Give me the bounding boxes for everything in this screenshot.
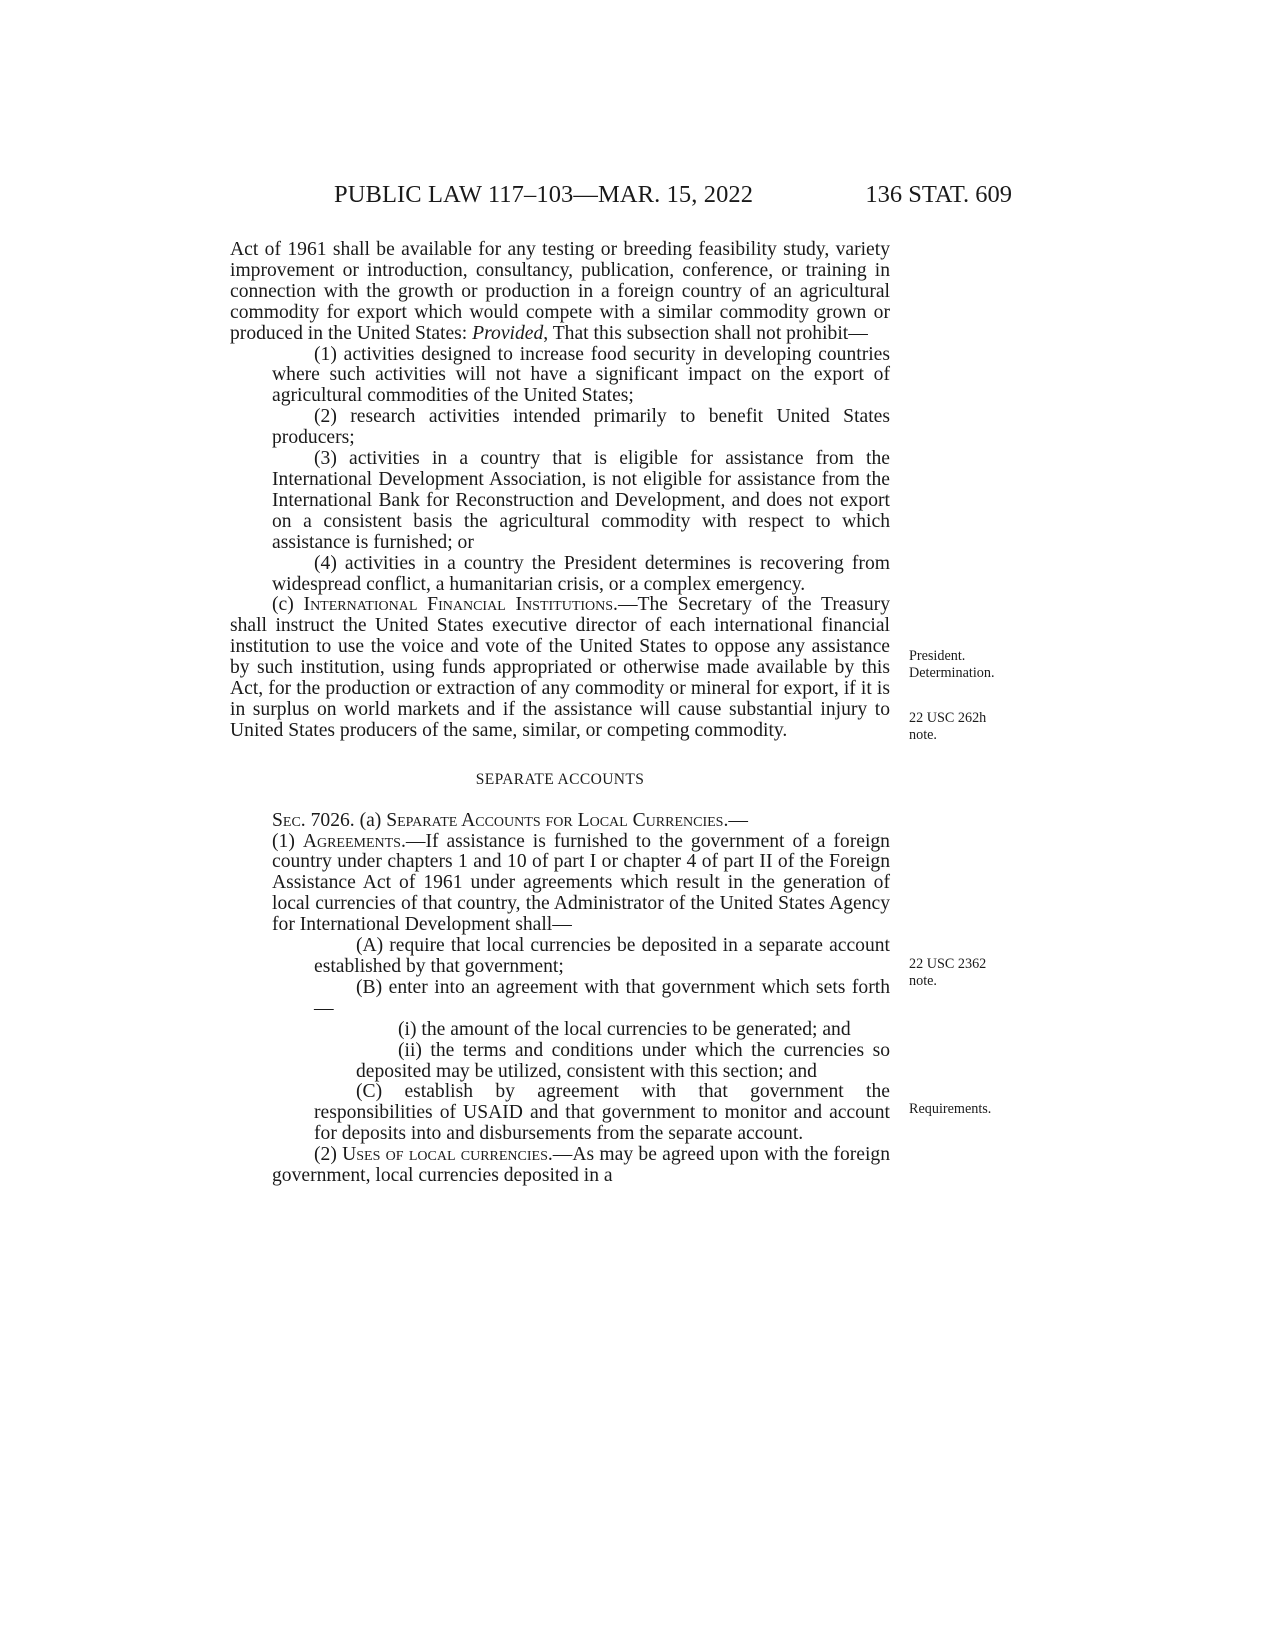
running-header-title: PUBLIC LAW 117–103—MAR. 15, 2022 bbox=[334, 181, 754, 208]
margin-note-line: Requirements. bbox=[909, 1101, 992, 1117]
body-text bbox=[230, 240, 890, 1187]
sec-number: . 7026. (a) bbox=[300, 809, 387, 831]
a1-label: (1) bbox=[272, 830, 303, 852]
paragraph-c bbox=[230, 595, 890, 741]
margin-note-line: note. bbox=[909, 726, 937, 743]
margin-note-president bbox=[909, 648, 1039, 681]
paragraph-b2: (2) research activities intended primarily to benefit United States producers; bbox=[272, 406, 890, 449]
page-stat-number: 136 STAT. 609 bbox=[865, 181, 1012, 208]
section-heading: SEPARATE ACCOUNTS bbox=[475, 770, 645, 788]
margin-note-line: note. bbox=[909, 972, 937, 989]
margin-note-line: 22 USC 2362 bbox=[909, 956, 987, 972]
margin-note-line: Determination. bbox=[909, 664, 995, 681]
intro-paragraph bbox=[230, 240, 890, 345]
intro-text: Act of 1961 shall be available for any testing or breeding feasibility study, variety improvement or introduction, consultancy, publication, conference, or training in connection with the growth or production in a foreign country of an agricultural commodity for export which would compete with a similar commodity grown or produced in the United States: bbox=[230, 239, 890, 344]
c-text: .—The Secretary of the Treasury shall instruct the United States executive director of each international financial institution to use the voice and vote of the United States to oppose any assistance by such institution, using funds appropriated or otherwise made available by this Act, for the production or extraction of any commodity or mineral for export, if it is in surplus on world markets and if the assistance will cause substantial injury to United States producers of the same, similar, or competing commodity. bbox=[230, 594, 890, 741]
paragraph-b1: (1) activities designed to increase food security in developing countries where such activities will not have a significant impact on the export of agricultural commodities of the United States; bbox=[272, 343, 890, 407]
paragraph-b3: (3) activities in a country that is eligible for assistance from the International Development Association, is not eligible for assistance from the International Bank for Reconstruction and Development, and does not export on a consistent basis the agricultural commodity with respect to which assistance is furnished; or bbox=[272, 448, 890, 553]
a2-label: (2) bbox=[314, 1144, 343, 1166]
sec-title-end: .— bbox=[723, 809, 748, 831]
paragraph-B: (B) enter into an agreement with that government which sets forth— bbox=[314, 976, 890, 1019]
paragraph-Bi: (i) the amount of the local currencies to be generated; and bbox=[398, 1018, 851, 1040]
paragraph-C: (C) establish by agreement with that government the responsibilities of USAID and that government to monitor and account for deposits into and disbursements from the separate account. bbox=[314, 1081, 890, 1145]
margin-note-line: 22 USC 262h bbox=[909, 710, 987, 726]
margin-note-usc-2362 bbox=[909, 956, 1039, 989]
margin-note-usc-262h bbox=[909, 710, 1039, 743]
sec-abbrev: Sec bbox=[272, 809, 301, 831]
margin-note-line: President. bbox=[909, 648, 966, 664]
a2-heading: Uses of local currencies bbox=[342, 1144, 548, 1166]
paragraph-a1 bbox=[230, 832, 890, 937]
paragraph-A: (A) require that local currencies be deposited in a separate account established by that government; bbox=[314, 935, 890, 977]
sec-subheading: Separate Accounts for Local Currencies bbox=[386, 809, 724, 831]
paragraph-a2 bbox=[230, 1145, 890, 1187]
margin-note-requirements bbox=[909, 1101, 1039, 1118]
paragraph-Bii: (ii) the terms and conditions under which the currencies so deposited may be utilized, consistent with this section; and bbox=[356, 1039, 890, 1082]
a2-text: .—As may be agreed upon with the foreign government, local currencies deposited in a bbox=[272, 1144, 890, 1187]
section-7026-title bbox=[230, 811, 890, 832]
paragraph-b4: (4) activities in a country the President determines is recovering from widespread conflict, a humanitarian crisis, or a complex emergency. bbox=[272, 552, 890, 595]
a1-heading: Agreements bbox=[302, 830, 401, 852]
a1-text: .—If assistance is furnished to the government of a foreign country under chapters 1 and 10 of part I or chapter 4 of part II of the Foreign Assistance Act of 1961 under agreements which result in the generation of local currencies of that country, the Administrator of the United States Agency for International Development shall— bbox=[272, 830, 890, 936]
c-label: (c) bbox=[272, 594, 304, 616]
intro-end-text: , That this subsection shall not prohibit— bbox=[543, 322, 868, 344]
c-heading: International Financial Institutions bbox=[303, 594, 614, 616]
provided-italic: Provided bbox=[472, 322, 544, 344]
